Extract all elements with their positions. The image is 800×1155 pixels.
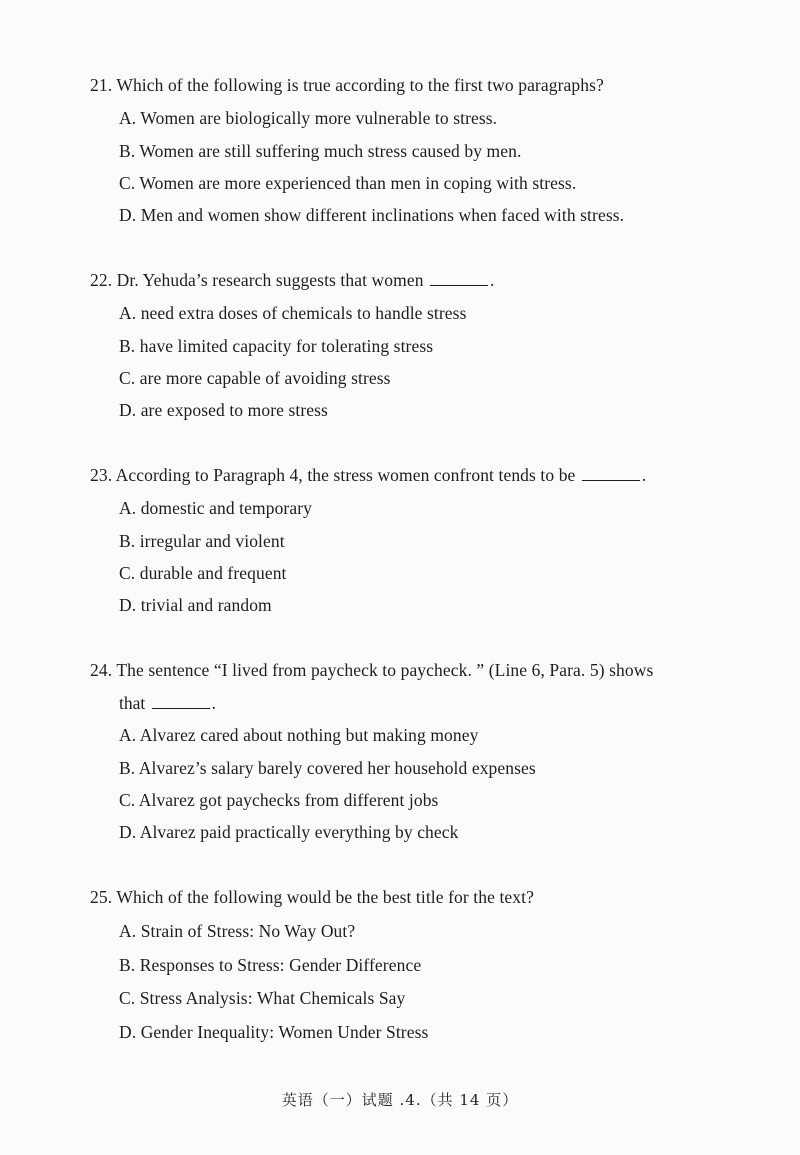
option-d: D. Men and women show different inclinations when faced with stress. xyxy=(119,205,625,225)
stem-punctuation: . xyxy=(490,270,495,290)
option-c: C. Alvarez got paychecks from different jobs xyxy=(119,790,439,810)
question-stem: 24. The sentence “I lived from paycheck to paycheck. ” (Line 6, Para. 5) shows xyxy=(90,660,654,680)
stem-punctuation: . xyxy=(211,693,216,713)
option-d: D. are exposed to more stress xyxy=(119,400,328,420)
question-stem-continuation xyxy=(119,692,216,714)
option-b: B. have limited capacity for tolerating stress xyxy=(119,336,434,356)
question-stem xyxy=(90,464,646,486)
option-b: B. Responses to Stress: Gender Difference xyxy=(119,955,422,975)
option-b: B. Alvarez’s salary barely covered her household expenses xyxy=(119,758,536,778)
stem-text: 23. According to Paragraph 4, the stress women confront tends to be xyxy=(90,465,576,485)
question-stem: 25. Which of the following would be the best title for the text? xyxy=(90,887,534,907)
answer-blank xyxy=(430,271,488,286)
option-c: C. are more capable of avoiding stress xyxy=(119,368,391,388)
option-b: B. Women are still suffering much stress caused by men. xyxy=(119,141,522,161)
option-c: C. Stress Analysis: What Chemicals Say xyxy=(119,988,406,1008)
option-a: A. Alvarez cared about nothing but making money xyxy=(119,725,479,745)
option-b: B. irregular and violent xyxy=(119,531,285,551)
page-footer: 英语（一）试题 .4.（共 14 页） xyxy=(281,1091,519,1109)
question-stem: 21. Which of the following is true according to the first two paragraphs? xyxy=(90,75,604,95)
stem-text: 22. Dr. Yehuda’s research suggests that women xyxy=(90,270,424,290)
stem-punctuation: . xyxy=(641,465,647,485)
option-d: D. Gender Inequality: Women Under Stress xyxy=(119,1022,429,1042)
option-a: A. domestic and temporary xyxy=(119,498,313,518)
option-c: C. durable and frequent xyxy=(119,563,287,583)
option-a: A. need extra doses of chemicals to handle stress xyxy=(119,303,467,323)
stem-text: that xyxy=(119,693,146,713)
answer-blank xyxy=(152,694,210,709)
option-c: C. Women are more experienced than men in coping with stress. xyxy=(119,173,577,193)
option-a: A. Women are biologically more vulnerable to stress. xyxy=(119,108,498,128)
answer-blank xyxy=(582,466,640,481)
option-d: D. trivial and random xyxy=(119,595,272,615)
option-d: D. Alvarez paid practically everything by check xyxy=(119,822,459,842)
question-stem xyxy=(90,269,495,291)
option-a: A. Strain of Stress: No Way Out? xyxy=(119,921,356,941)
